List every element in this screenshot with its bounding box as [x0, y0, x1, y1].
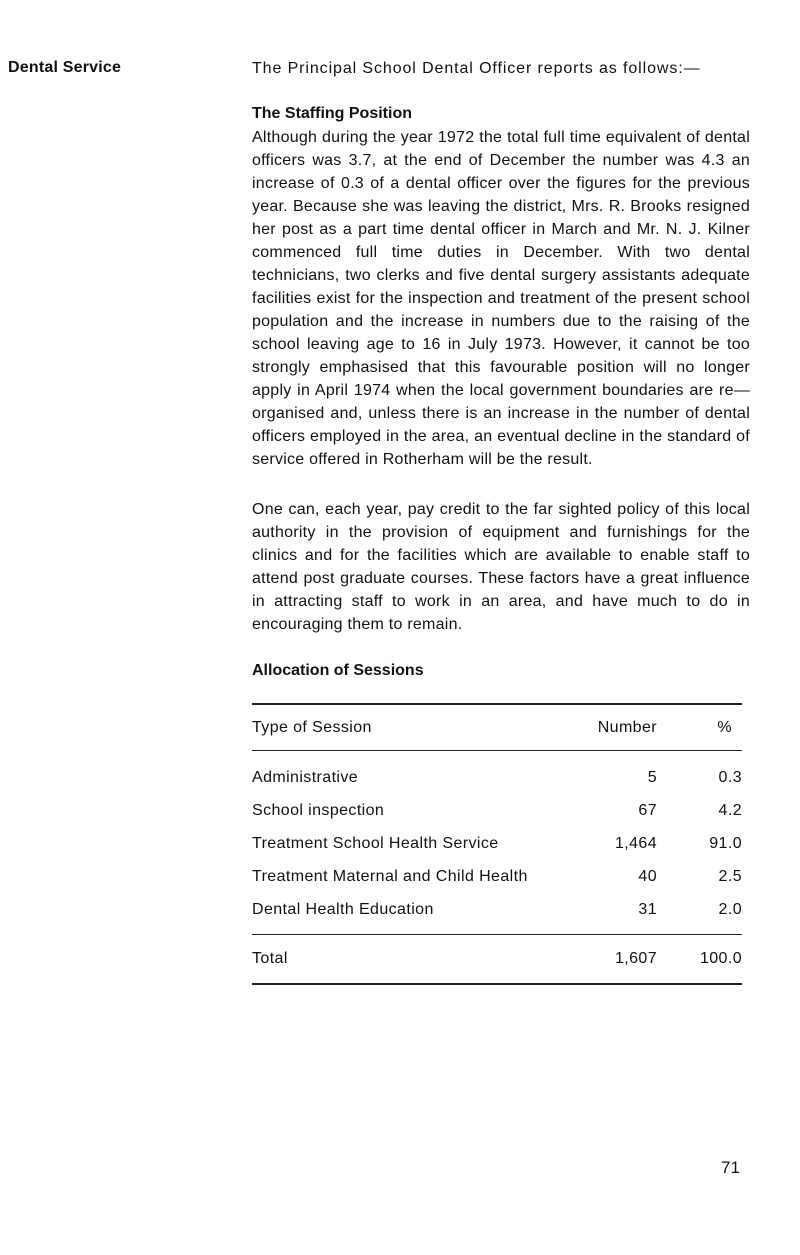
page-number: 71 [721, 1158, 740, 1177]
policy-paragraph: One can, each year, pay credit to the far sighted policy of this local authority in the provision of equipment and furnishings for the clinics and for the facilities which are available to enable staff to attend post graduate courses. These factors have a great influence in attracting staff to work in an area, and have much to do in encouraging them to remain. [252, 501, 750, 633]
report-content [252, 58, 750, 985]
row-percent: 2.5 [718, 867, 742, 885]
intro-line: The Principal School Dental Officer reports as follows:— [252, 60, 701, 77]
sessions-table [252, 703, 742, 985]
row-number: 67 [638, 801, 657, 819]
table-row [252, 794, 742, 827]
row-type: Treatment School Health Service [252, 834, 499, 852]
row-percent: 2.0 [718, 900, 742, 918]
row-type: School inspection [252, 801, 385, 819]
column-header-number: Number [597, 718, 657, 736]
row-percent: 91.0 [709, 834, 742, 852]
row-number: 31 [638, 900, 657, 918]
table-header [252, 705, 742, 751]
row-percent: 0.3 [718, 768, 742, 786]
table-row [252, 827, 742, 860]
total-row [252, 935, 742, 983]
table-row [252, 761, 742, 794]
section-label: Dental Service [8, 59, 122, 76]
staffing-paragraph: Although during the year 1972 the total full time equivalent of dental officers was 3.7, at the end of December the number was 4.3 an increase of 0.3 of a dental officer over the figures for the previous year. Because she was leaving the district, Mrs. R. Brooks resigned her post as a part time dental officer in March and Mr. N. J. Kilner commenced full time duties in December. With two dental technicians, two clerks and five dental surgery assistants adequate facilities exist for the inspection and treatment of the present school population and the increase in numbers due to the raising of the school leaving age to 16 in July 1973. However, it cannot be too strongly emphasised that this favourable position will no longer apply in April 1974 when the local government boundaries are re—organised and, unless there is an increase in the number of dental officers employed in the area, an eventual decline in the standard of service offered in Rotherham will be the result. [252, 129, 750, 468]
row-number: 5 [647, 768, 657, 786]
total-percent: 100.0 [699, 950, 742, 967]
total-number: 1,607 [614, 950, 657, 967]
paragraph-gap [252, 471, 750, 498]
table-row [252, 893, 742, 926]
column-header-percent: % [717, 718, 732, 736]
staffing-heading: The Staffing Position [252, 105, 412, 122]
row-type: Administrative [252, 768, 359, 786]
table-body [252, 751, 742, 935]
row-percent: 4.2 [718, 801, 742, 819]
row-number: 1,464 [614, 834, 657, 852]
table-row [252, 860, 742, 893]
allocation-heading: Allocation of Sessions [252, 662, 424, 679]
total-label: Total [252, 950, 288, 967]
row-type: Dental Health Education [252, 900, 434, 918]
column-header-type: Type of Session [252, 718, 372, 736]
row-type: Treatment Maternal and Child Health [252, 867, 528, 885]
row-number: 40 [638, 867, 657, 885]
